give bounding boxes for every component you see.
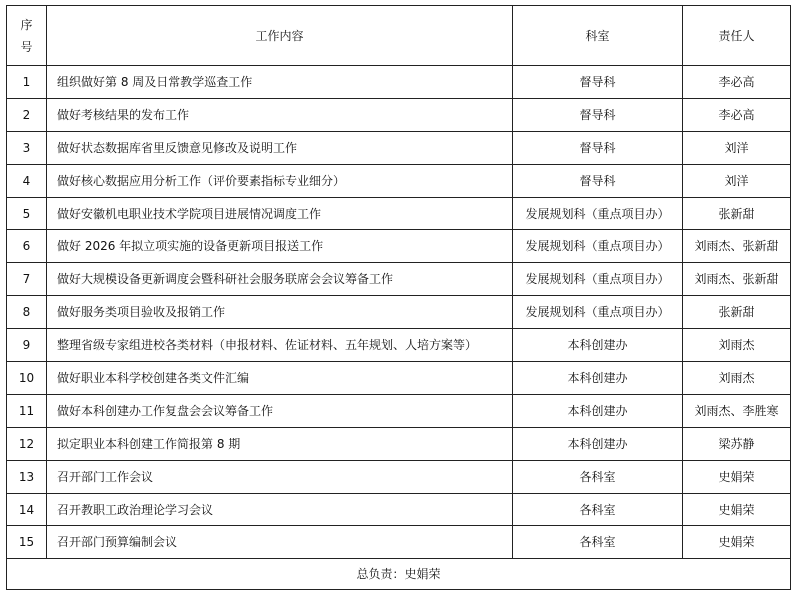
cell-dept: 发展规划科（重点项目办） <box>513 296 683 329</box>
table-row <box>7 526 791 559</box>
cell-content: 组织做好第 8 周及日常教学巡查工作 <box>47 66 513 99</box>
cell-no: 1 <box>7 66 47 99</box>
cell-person: 史娟荣 <box>683 460 791 493</box>
cell-person: 张新甜 <box>683 296 791 329</box>
footer-overall-responsible: 总负责：史娟荣 <box>7 559 791 590</box>
table-row <box>7 460 791 493</box>
cell-person: 张新甜 <box>683 197 791 230</box>
cell-person: 刘雨杰、张新甜 <box>683 263 791 296</box>
cell-no: 2 <box>7 98 47 131</box>
table-footer-row <box>7 559 791 590</box>
table-row <box>7 164 791 197</box>
cell-person: 刘雨杰、张新甜 <box>683 230 791 263</box>
table-row <box>7 230 791 263</box>
cell-dept: 各科室 <box>513 526 683 559</box>
cell-dept: 督导科 <box>513 131 683 164</box>
cell-dept: 发展规划科（重点项目办） <box>513 230 683 263</box>
cell-person: 刘雨杰 <box>683 362 791 395</box>
cell-content: 召开部门预算编制会议 <box>47 526 513 559</box>
header-dept: 科室 <box>513 6 683 66</box>
cell-no: 14 <box>7 493 47 526</box>
cell-content: 召开部门工作会议 <box>47 460 513 493</box>
cell-dept: 发展规划科（重点项目办） <box>513 263 683 296</box>
cell-person: 史娟荣 <box>683 493 791 526</box>
cell-no: 4 <box>7 164 47 197</box>
cell-person: 李必高 <box>683 66 791 99</box>
cell-content: 拟定职业本科创建工作简报第 8 期 <box>47 427 513 460</box>
cell-no: 15 <box>7 526 47 559</box>
cell-no: 3 <box>7 131 47 164</box>
cell-dept: 督导科 <box>513 98 683 131</box>
cell-no: 6 <box>7 230 47 263</box>
cell-content: 做好本科创建办工作复盘会会议筹备工作 <box>47 394 513 427</box>
cell-dept: 本科创建办 <box>513 427 683 460</box>
table-row <box>7 493 791 526</box>
table-row <box>7 98 791 131</box>
cell-content: 做好服务类项目验收及报销工作 <box>47 296 513 329</box>
cell-dept: 督导科 <box>513 164 683 197</box>
cell-content: 做好考核结果的发布工作 <box>47 98 513 131</box>
table-row <box>7 131 791 164</box>
table-row <box>7 427 791 460</box>
cell-dept: 各科室 <box>513 460 683 493</box>
cell-content: 做好核心数据应用分析工作（评价要素指标专业细分） <box>47 164 513 197</box>
cell-content: 做好职业本科学校创建各类文件汇编 <box>47 362 513 395</box>
cell-person: 史娟荣 <box>683 526 791 559</box>
header-person: 责任人 <box>683 6 791 66</box>
cell-person: 梁苏静 <box>683 427 791 460</box>
header-no <box>7 6 47 66</box>
header-no-line2: 号 <box>20 39 33 54</box>
cell-no: 12 <box>7 427 47 460</box>
table-row <box>7 197 791 230</box>
table-row <box>7 362 791 395</box>
header-content: 工作内容 <box>47 6 513 66</box>
cell-no: 13 <box>7 460 47 493</box>
cell-no: 7 <box>7 263 47 296</box>
cell-dept: 督导科 <box>513 66 683 99</box>
table-row <box>7 66 791 99</box>
cell-content: 整理省级专家组进校各类材料（申报材料、佐证材料、五年规划、人培方案等） <box>47 329 513 362</box>
cell-content: 召开教职工政治理论学习会议 <box>47 493 513 526</box>
cell-no: 9 <box>7 329 47 362</box>
header-no-line1: 序 <box>20 17 33 32</box>
cell-dept: 各科室 <box>513 493 683 526</box>
task-table <box>6 5 791 590</box>
cell-content: 做好 2026 年拟立项实施的设备更新项目报送工作 <box>47 230 513 263</box>
table-header-row <box>7 6 791 66</box>
cell-person: 刘洋 <box>683 164 791 197</box>
cell-person: 刘雨杰 <box>683 329 791 362</box>
cell-dept: 发展规划科（重点项目办） <box>513 197 683 230</box>
table-row <box>7 296 791 329</box>
cell-person: 李必高 <box>683 98 791 131</box>
cell-person: 刘洋 <box>683 131 791 164</box>
cell-dept: 本科创建办 <box>513 394 683 427</box>
table-body <box>7 6 791 590</box>
cell-no: 11 <box>7 394 47 427</box>
cell-no: 8 <box>7 296 47 329</box>
cell-content: 做好安徽机电职业技术学院项目进展情况调度工作 <box>47 197 513 230</box>
cell-dept: 本科创建办 <box>513 362 683 395</box>
cell-dept: 本科创建办 <box>513 329 683 362</box>
cell-no: 10 <box>7 362 47 395</box>
cell-person: 刘雨杰、李胜寒 <box>683 394 791 427</box>
cell-content: 做好大规模设备更新调度会暨科研社会服务联席会会议筹备工作 <box>47 263 513 296</box>
table-row <box>7 394 791 427</box>
table-row <box>7 263 791 296</box>
table-row <box>7 329 791 362</box>
cell-no: 5 <box>7 197 47 230</box>
cell-content: 做好状态数据库省里反馈意见修改及说明工作 <box>47 131 513 164</box>
